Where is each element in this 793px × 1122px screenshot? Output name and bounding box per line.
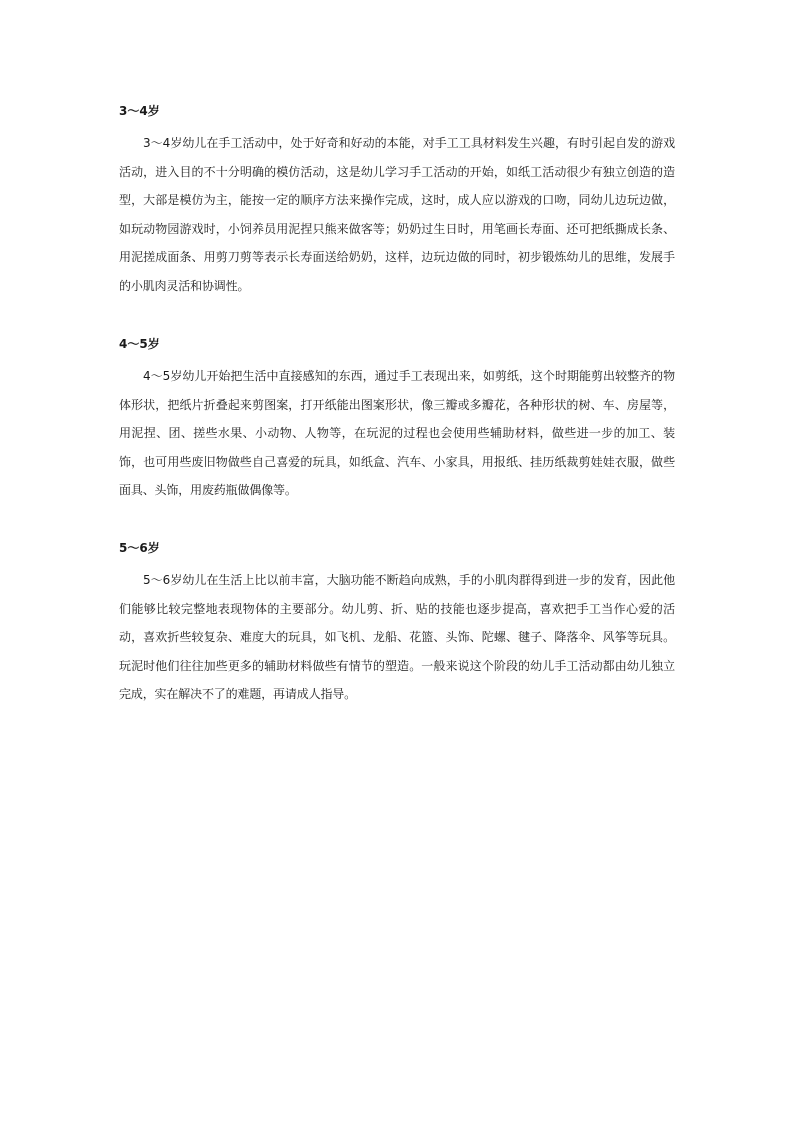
section-heading: 4～5岁 [119,337,160,351]
section-heading: 3～4岁 [119,104,160,118]
section-age-3-4 [119,103,675,301]
section-paragraph: 4～5岁幼儿开始把生活中直接感知的东西，通过手工表现出来，如剪纸，这个时期能剪出较整齐的物体形状，把纸片折叠起来剪图案，打开纸能出图案形状，像三瓣或多瓣花，各种形状的树、车、房屋等，用泥捏、团、搓些水果、小动物、人物等，在玩泥的过程也会使用些辅助材料，做些进一步的加工、装饰，也可用些废旧物做些自己喜爱的玩具，如纸盒、汽车、小家具，用报纸、挂历纸裁剪娃娃衣服，做些面具、头饰，用废药瓶做偶像等。 [119,369,675,498]
section-age-4-5 [119,336,675,505]
section-heading: 5～6岁 [119,541,160,555]
section-age-5-6 [119,540,675,709]
section-paragraph: 3～4岁幼儿在手工活动中，处于好奇和好动的本能，对手工工具材料发生兴趣，有时引起自发的游戏活动，进入目的不十分明确的模仿活动，这是幼儿学习手工活动的开始，如纸工活动很少有独立创造的造型，大部是模仿为主，能按一定的顺序方法来操作完成，这时，成人应以游戏的口吻，同幼儿边玩边做，如玩动物园游戏时，小饲养员用泥捏只熊来做客等；奶奶过生日时，用笔画长寿面、还可把纸撕成长条、用泥搓成面条、用剪刀剪等表示长寿面送给奶奶，这样，边玩边做的同时，初步锻炼幼儿的思维，发展手的小肌肉灵活和协调性。 [119,136,675,293]
section-paragraph: 5～6岁幼儿在生活上比以前丰富，大脑功能不断趋向成熟，手的小肌肉群得到进一步的发育，因此他们能够比较完整地表现物体的主要部分。幼儿剪、折、贴的技能也逐步提高，喜欢把手工当作心爱的活动，喜欢折些较复杂、难度大的玩具，如飞机、龙船、花篮、头饰、陀螺、毽子、降落伞、风筝等玩具。玩泥时他们往往加些更多的辅助材料做些有情节的塑造。一般来说这个阶段的幼儿手工活动都由幼儿独立完成，实在解决不了的难题，再请成人指导。 [119,573,675,702]
